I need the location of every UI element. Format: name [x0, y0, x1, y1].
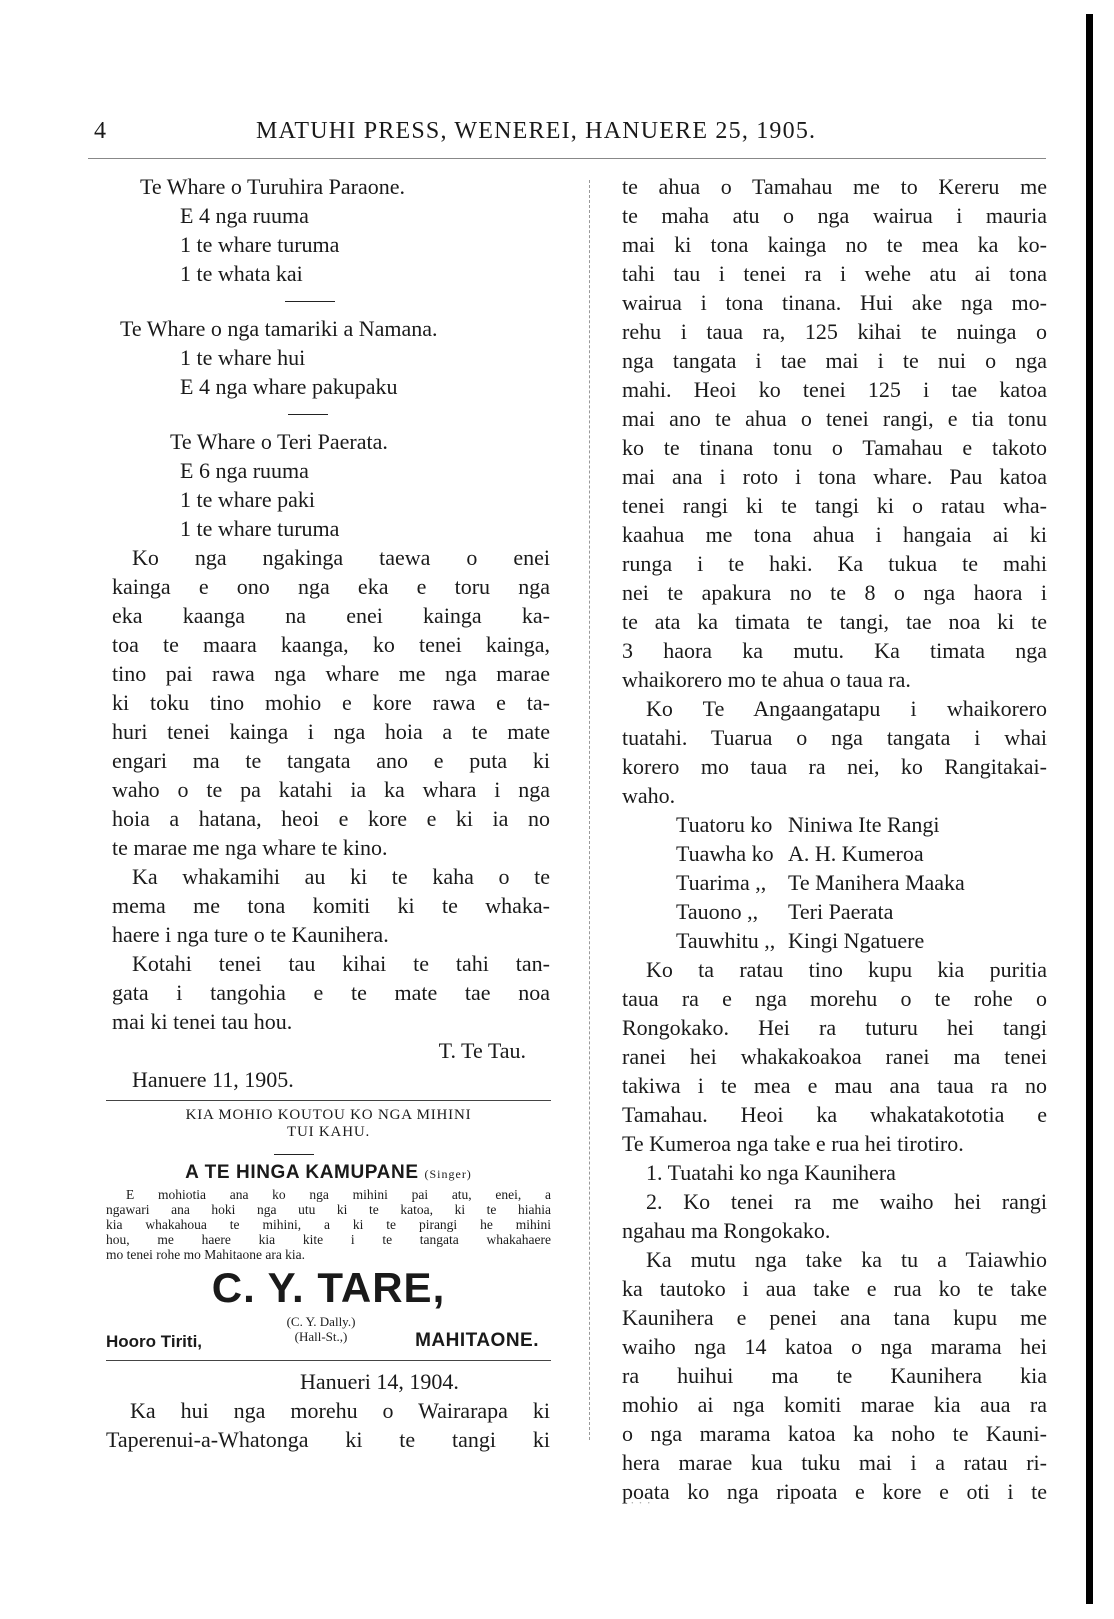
text-line: Taperenui-a-Whatonga ki te tangi ki [106, 1427, 550, 1452]
ad-body-line: hou, me haere kia kite i te tangata whakahaere [106, 1232, 551, 1247]
speaker-name: Niniwa Ite Rangi [788, 812, 940, 837]
speaker-row [622, 810, 1047, 839]
ad-town: MAHITAONE. [415, 1330, 539, 1351]
text-line: Rongokako. Hei ra tuturu hei tangi [622, 1015, 1047, 1040]
ad-body-line: mo tenei rohe mo Mahitaone ara kia. [106, 1247, 306, 1262]
text-line: haere i nga ture o te Kaunihera. [112, 922, 389, 947]
text-line: ranei hei whakakoakoa ranei ma tenei [622, 1044, 1047, 1069]
text-line: Te Kumeroa nga take e rua hei tirotiro. [622, 1131, 964, 1156]
speaker-name: Te Manihera Maaka [788, 870, 965, 895]
text-line: Kotahi tenei tau kihai te tahi tan- [132, 951, 550, 976]
text-line: te maha atu o nga wairua i mauria [622, 203, 1047, 228]
text-line: whaikorero mo te ahua o taua ra. [622, 667, 911, 692]
house-item: 1 te whare paki [180, 487, 315, 512]
text-line: 3 haora ka mutu. Ka timata nga [622, 638, 1047, 663]
speaker-order: Tauono ,, [676, 899, 759, 924]
header-rule [88, 158, 1046, 159]
text-line: waho o te pa katahi ia ka whara i nga [112, 777, 550, 802]
text-line: Ko Te Angaangatapu i whaikorero [646, 696, 1047, 721]
text-line: waiho nga 14 katoa o nga marama hei [622, 1334, 1047, 1359]
speaker-name: A. H. Kumeroa [788, 841, 924, 866]
text-line: Ka whakamihi au ki te kaha o te [132, 864, 550, 889]
text-line: huri tenei kainga i nga hoia a te mate [112, 719, 550, 744]
text-line: ko te tinana tonu o Tamahau e takoto [622, 435, 1047, 460]
text-line: mai ano te ahua o tenei rangi, e tia tonu [622, 406, 1047, 431]
text-line: te ahua o Tamahau me to Kereru me [622, 174, 1047, 199]
text-line: kainga e ono nga eka e toru nga [112, 574, 550, 599]
text-line: wairua i tona tinana. Hui ake nga mo- [622, 290, 1047, 315]
text-line: te ata ka timata te tangi, tae noa ki te [622, 609, 1047, 634]
left-column [106, 172, 551, 1454]
ad-company: A TE HINGA KAMUPANE [185, 1162, 419, 1183]
text-line: takiwa i te mea e mau ana taua ra no [622, 1073, 1047, 1098]
ad-rule-bottom [106, 1360, 551, 1361]
ad-body-line: ngawari ana hoki nga utu ki te katoa, ki te hiahia [106, 1202, 551, 1217]
dateline: Hanueri 14, 1904. [300, 1369, 459, 1394]
text-line: poata ko nga ripoata e kore e oti i te [622, 1479, 1047, 1504]
house-item: 1 te whare hui [180, 345, 306, 370]
ad-company-sub: (Singer) [424, 1167, 472, 1181]
ad-rule-top [106, 1100, 551, 1101]
text-line: Kaunihera e penei ana tana kupu me [622, 1305, 1047, 1330]
ad-alias-name: (C. Y. Dally.) [286, 1314, 356, 1329]
text-line: runga i te haki. Ka tukua te mahi [622, 551, 1047, 576]
text-line: nga tangata i tae mai i te nui o nga [622, 348, 1047, 373]
ink-smudge: ˙ ˙ ˙ [630, 1500, 651, 1515]
ad-alias-street: (Hall-St.,) [294, 1329, 348, 1344]
text-line: engari ma te tangata ano e puta ki [112, 748, 550, 773]
text-line: rehu i taua ra, 125 kihai te nuinga o [622, 319, 1047, 344]
page-edge-bar [1086, 14, 1093, 1604]
text-line: kaahua me tona ahua i hangaia ai ki [622, 522, 1047, 547]
house-item: 1 te whata kai [180, 261, 303, 286]
speaker-row [622, 839, 1047, 868]
speaker-order: Tuarima ,, [676, 870, 767, 895]
speaker-list [622, 810, 1047, 955]
speaker-order: Tauwhitu ,, [676, 928, 776, 953]
dateline: Hanuere 11, 1905. [132, 1067, 294, 1092]
ad-merchant-name: C. Y. TARE, [211, 1264, 446, 1311]
house-title: Te Whare o Teri Paerata. [170, 429, 388, 454]
house-item: E 4 nga whare pakupaku [180, 374, 398, 399]
house-title: Te Whare o nga tamariki a Namana. [120, 316, 438, 341]
column-divider [589, 180, 590, 1440]
signature: T. Te Tau. [438, 1038, 526, 1063]
text-line: o nga marama katoa ka noho te Kauni- [622, 1421, 1047, 1446]
separator-rule [120, 401, 550, 427]
right-column [622, 172, 1047, 1506]
separator-rule [120, 288, 550, 314]
text-line: waho. [622, 783, 676, 808]
text-line: mai ana i roto i tona whare. Pau katoa [622, 464, 1047, 489]
text-line: mema me tona komiti ki te whaka- [112, 893, 550, 918]
text-line: mahi. Heoi ko tenei 125 i tae katoa [622, 377, 1047, 402]
house-title: Te Whare o Turuhira Paraone. [140, 174, 406, 199]
text-line: hoia a hatana, heoi e kore e ki ia no [112, 806, 550, 831]
speaker-name: Kingi Ngatuere [788, 928, 925, 953]
text-line: tahi tau i tenei ra i wehe atu ai tona [622, 261, 1047, 286]
masthead-title: MATUHI PRESS, WENEREI, HANUERE 25, 1905. [256, 118, 817, 144]
speaker-order: Tuawha ko [676, 841, 774, 866]
text-line: taua ra e nga morehu o te rohe o [622, 986, 1047, 1011]
house-item: 1 te whare turuma [180, 232, 340, 257]
ad-title: TUI KAHU. [286, 1124, 371, 1140]
ad-body-line: kia whakahoua te mihini, a ki te pirangi he mihini [106, 1217, 551, 1232]
paragraph [112, 543, 550, 1094]
text-line: korero mo taua ra nei, ko Rangitakai- [622, 754, 1047, 779]
house-item: 1 te whare turuma [180, 516, 340, 541]
advertisement [106, 1100, 551, 1361]
ad-footer [106, 1314, 551, 1354]
numbered-item: ngahau ma Rongokako. [622, 1218, 831, 1243]
text-line: eka kaanga na enei kainga ka- [112, 603, 550, 628]
text-line: Ka mutu nga take ka tu a Taiawhio [646, 1247, 1047, 1272]
text-line: tenei rangi ki te tangi ki o ratau wha- [622, 493, 1047, 518]
text-line: mohio ai nga komiti marae kia aua ra [622, 1392, 1047, 1417]
ad-body-line: E mohiotia ana ko nga mihini pai atu, enei, a [126, 1187, 551, 1202]
text-line: hera marae kua tuku mai i a ratau ri- [622, 1450, 1047, 1475]
text-line: nei te apakura no te 8 o nga haora i [622, 580, 1047, 605]
text-line: Ko nga ngakinga taewa o enei [132, 545, 550, 570]
text-line: Ka hui nga morehu o Wairarapa ki [130, 1398, 550, 1423]
text-line: ra huihui ma te Kaunihera kia [622, 1363, 1047, 1388]
text-line: toa te maara kaanga, ko tenei kainga, [112, 632, 550, 657]
text-line: Ko ta ratau tino kupu kia puritia [646, 957, 1047, 982]
page-number: 4 [94, 118, 106, 144]
ad-street: Hooro Tiriti, [106, 1332, 203, 1351]
house-item: E 6 nga ruuma [180, 458, 309, 483]
text-line: ki toku tino mohio e kore rawa e ta- [112, 690, 550, 715]
ad-separator [106, 1141, 551, 1159]
text-line: gata i tangohia e te mate tae noa [112, 980, 550, 1005]
ad-heading [106, 1159, 551, 1187]
numbered-item: 2. Ko tenei ra me waiho hei rangi [646, 1189, 1047, 1214]
text-line: tuatahi. Tuarua o nga tangata i whai [622, 725, 1047, 750]
ad-alias [256, 1314, 386, 1344]
text-line: tino pai rawa nga whare me nga marae [112, 661, 550, 686]
speaker-row [622, 897, 1047, 926]
text-line: Tamahau. Heoi ka whakatakototia e [622, 1102, 1047, 1127]
ad-body [106, 1187, 551, 1262]
house-item: E 4 nga ruuma [180, 203, 309, 228]
speaker-order: Tuatoru ko [676, 812, 773, 837]
speaker-row [622, 868, 1047, 897]
numbered-item: 1. Tuatahi ko nga Kaunihera [646, 1160, 896, 1185]
text-line: mai ki tenei tau hou. [112, 1009, 293, 1034]
page-header [86, 114, 1046, 148]
text-line: ka tautoko i aua take e rua ko te take [622, 1276, 1047, 1301]
ad-title: KIA MOHIO KOUTOU KO NGA MIHINI [185, 1107, 472, 1123]
text-line: te marae me nga whare te kino. [112, 835, 388, 860]
speaker-row [622, 926, 1047, 955]
speaker-name: Teri Paerata [788, 899, 894, 924]
text-line: mai ki tona kainga no te mea ka ko- [622, 232, 1047, 257]
